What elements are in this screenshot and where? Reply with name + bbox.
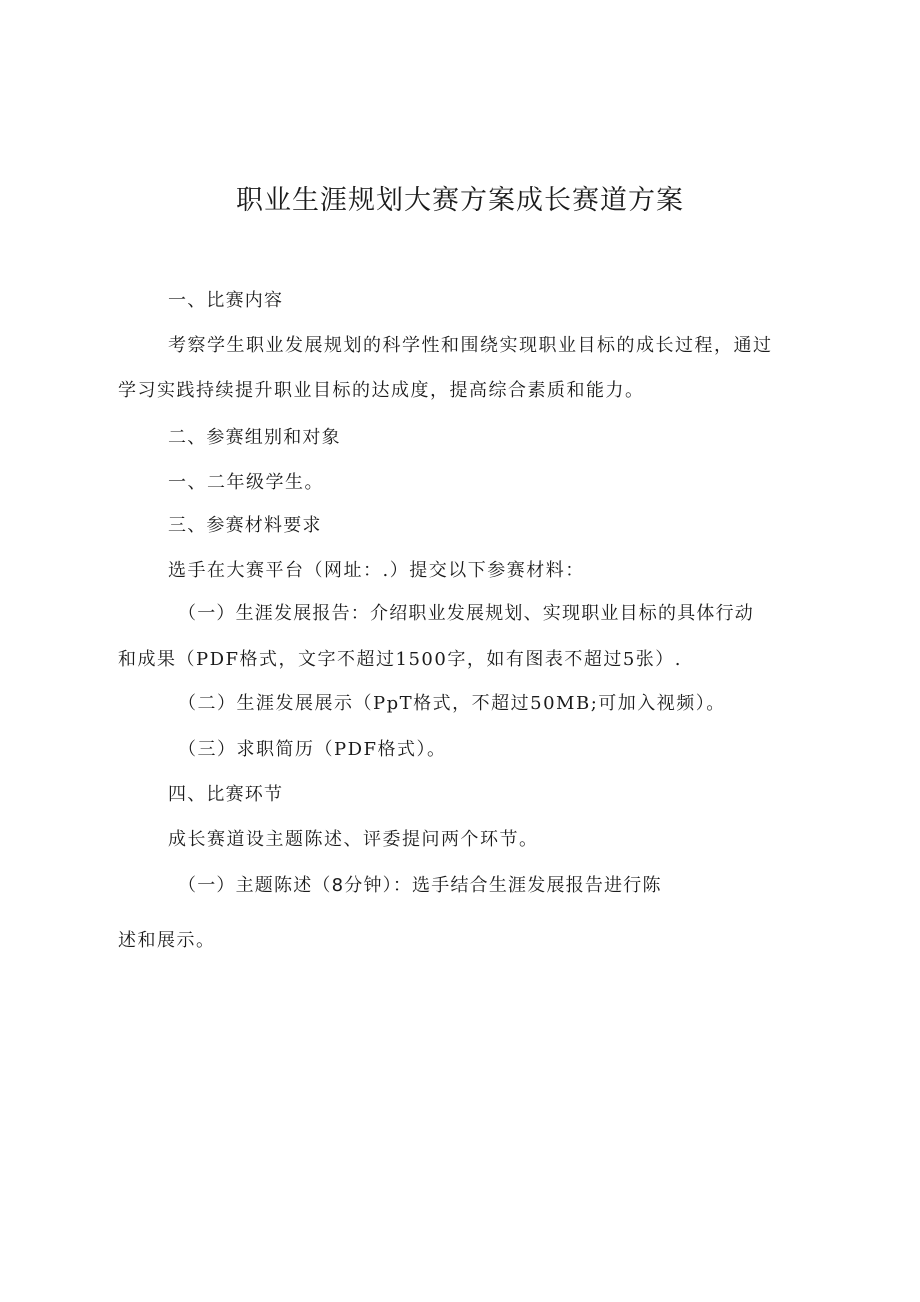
list-item-1-line-1: （一）生涯发展报告：介绍职业发展规划、实现职业目标的具体行动: [178, 603, 754, 624]
section-heading-4: 四、比赛环节: [168, 784, 284, 805]
section-heading-2: 二、参赛组别和对象: [168, 427, 341, 448]
paragraph-1-line-1: 考察学生职业发展规划的科学性和围绕实现职业目标的成长过程，通过: [168, 335, 773, 356]
paragraph-2: 一、二年级学生。: [168, 472, 324, 493]
list-item-2: （二）生涯发展展示（PpT格式，不超过50MB;可加入视频）。: [178, 693, 726, 714]
list-item-1-line-2: 和成果（PDF格式，文字不超过1500字，如有图表不超过5张）.: [118, 649, 683, 670]
list-item-3: （三）求职简历（PDF格式）。: [178, 739, 447, 760]
paragraph-3: 选手在大赛平台（网址：.）提交以下参赛材料：: [168, 560, 585, 581]
list-item-4-line-2: 述和展示。: [118, 930, 216, 951]
section-heading-3: 三、参赛材料要求: [168, 515, 322, 536]
list-item-4-line-1: （一）主题陈述（8分钟）：选手结合生涯发展报告进行陈: [178, 875, 662, 896]
document-title: 职业生涯规划大赛方案成长赛道方案: [236, 185, 684, 216]
section-heading-1: 一、比赛内容: [168, 290, 284, 311]
paragraph-4: 成长赛道设主题陈述、评委提问两个环节。: [168, 829, 539, 850]
paragraph-1-line-2: 学习实践持续提升职业目标的达成度，提高综合素质和能力。: [118, 380, 645, 401]
